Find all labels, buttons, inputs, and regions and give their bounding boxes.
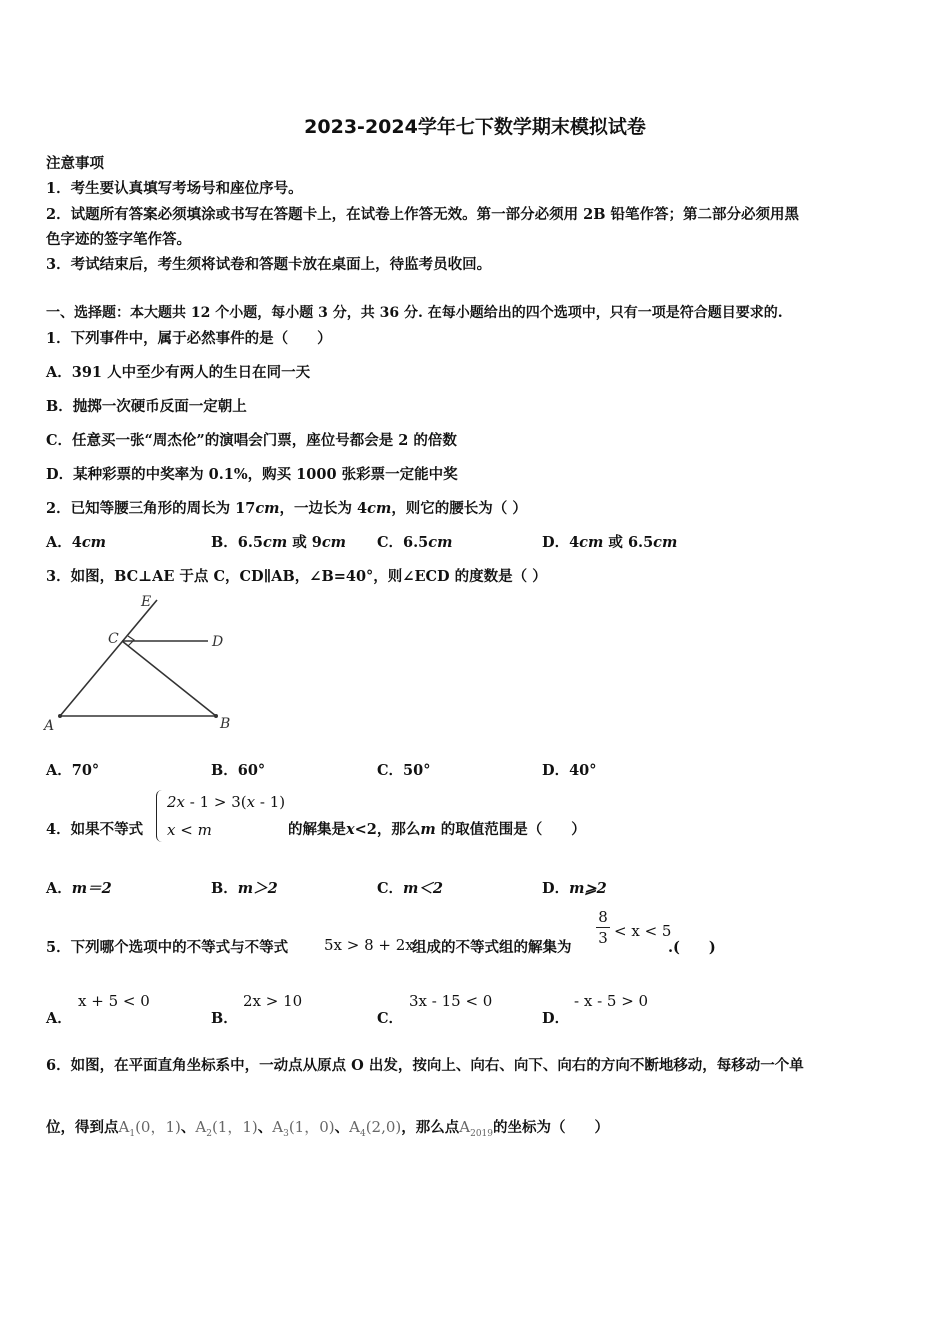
notice-item: 色字迹的签字笔作答。 xyxy=(46,231,191,248)
label-d: D xyxy=(212,634,224,650)
q4-option-b: B．m＞2 xyxy=(211,880,278,897)
q5-inequality: 5x > 8 + 2x xyxy=(324,936,414,954)
question-5-tail: .( ) xyxy=(668,939,716,956)
question-5-lead: 5．下列哪个选项中的不等式与不等式 xyxy=(46,939,289,956)
question-2-stem: 2．已知等腰三角形的周长为 17cm，一边长为 4cm，则它的腰长为（ ） xyxy=(46,500,527,517)
q1-option-d: D．某种彩票的中奖率为 0.1%，购买 1000 张彩票一定能中奖 xyxy=(46,466,458,483)
label-b: B xyxy=(220,716,231,732)
question-6-stem: 6．如图，在平面直角坐标系中，一动点从原点 O 出发，按向上、向右、向下、向右的方向不断地移动，每移动一个单 xyxy=(46,1057,804,1074)
q1-option-a: A．391 人中至少有两人的生日在同一天 xyxy=(46,364,311,381)
q1-option-b: B．抛掷一次硬币反面一定朝上 xyxy=(46,398,247,415)
q3-figure xyxy=(40,592,240,737)
q5-range: < x < 5 xyxy=(614,922,672,940)
question-5-mid: 组成的不等式组的解集为 xyxy=(412,939,572,956)
q1-option-c: C．任意买一张“周杰伦”的演唱会门票，座位号都会是 2 的倍数 xyxy=(46,432,457,449)
label-a: A xyxy=(44,718,55,734)
q4-inequality-2: x < m xyxy=(167,821,212,839)
q4-option-a: A．m＝2 xyxy=(46,880,112,897)
q3-option-b: B．60° xyxy=(211,762,266,779)
q4-inequality-1: 2x - 1 > 3(x - 1) xyxy=(167,793,286,811)
q5-option-b-expr: 2x > 10 xyxy=(243,992,303,1010)
section-header: 一、选择题：本大题共 12 个小题，每小题 3 分，共 36 分. 在每小题给出的四个选项中，只有一项是符合题目要求的. xyxy=(46,305,783,321)
q5-option-d-expr: - x - 5 > 0 xyxy=(574,992,649,1010)
q5-option-c-label: C． xyxy=(377,1010,404,1027)
question-4-tail: 的解集是x<2，那么m 的取值范围是（ ） xyxy=(288,821,586,838)
page-title: 2023-2024学年七下数学期末模拟试卷 xyxy=(304,116,646,138)
q2-option-b: B．6.5cm 或 9cm xyxy=(211,534,347,551)
q4-option-d: D．m⩾2 xyxy=(542,880,607,897)
q3-option-c: C．50° xyxy=(377,762,431,779)
label-e: E xyxy=(141,594,152,610)
q2-option-a: A．4cm xyxy=(46,534,107,551)
q5-option-a-label: A． xyxy=(46,1010,72,1027)
q3-option-a: A．70° xyxy=(46,762,100,779)
notice-heading: 注意事项 xyxy=(46,155,104,172)
q3-option-d: D．40° xyxy=(542,762,597,779)
q5-fraction: 8 3 xyxy=(596,908,610,947)
q2-option-d: D．4cm 或 6.5cm xyxy=(542,534,678,551)
notice-item: 2．试题所有答案必须填涂或书写在答题卡上，在试卷上作答无效。第一部分必须用 2B 铅笔作答；第二部分必须用黑 xyxy=(46,206,800,223)
q5-option-a-expr: x + 5 < 0 xyxy=(78,992,150,1010)
question-3-stem: 3．如图，BC⊥AE 于点 C，CD∥AB，∠B=40°，则∠ECD 的度数是（ ） xyxy=(46,568,547,585)
q5-option-d-label: D． xyxy=(542,1010,570,1027)
system-brace xyxy=(156,790,165,842)
label-c: C xyxy=(108,631,119,647)
question-1-stem: 1．下列事件中，属于必然事件的是（ ） xyxy=(46,330,332,347)
q5-option-c-expr: 3x - 15 < 0 xyxy=(409,992,493,1010)
q4-option-c: C．m＜2 xyxy=(377,880,443,897)
q2-option-c: C．6.5cm xyxy=(377,534,453,551)
question-4-lead: 4．如果不等式 xyxy=(46,821,144,838)
notice-item: 3．考试结束后，考生须将试卷和答题卡放在桌面上，待监考员收回。 xyxy=(46,256,492,273)
line-cb xyxy=(122,641,216,716)
question-6-line2: 位，得到点$A_1(0$，1)、$A_2(1$，1)、$A_3(1$，0)、$A_4(2,0)$，那么点$A_{2019}$的坐标为（ ） xyxy=(46,1118,610,1139)
q5-option-b-label: B． xyxy=(211,1010,238,1027)
notice-item: 1．考生要认真填写考场号和座位序号。 xyxy=(46,180,303,197)
